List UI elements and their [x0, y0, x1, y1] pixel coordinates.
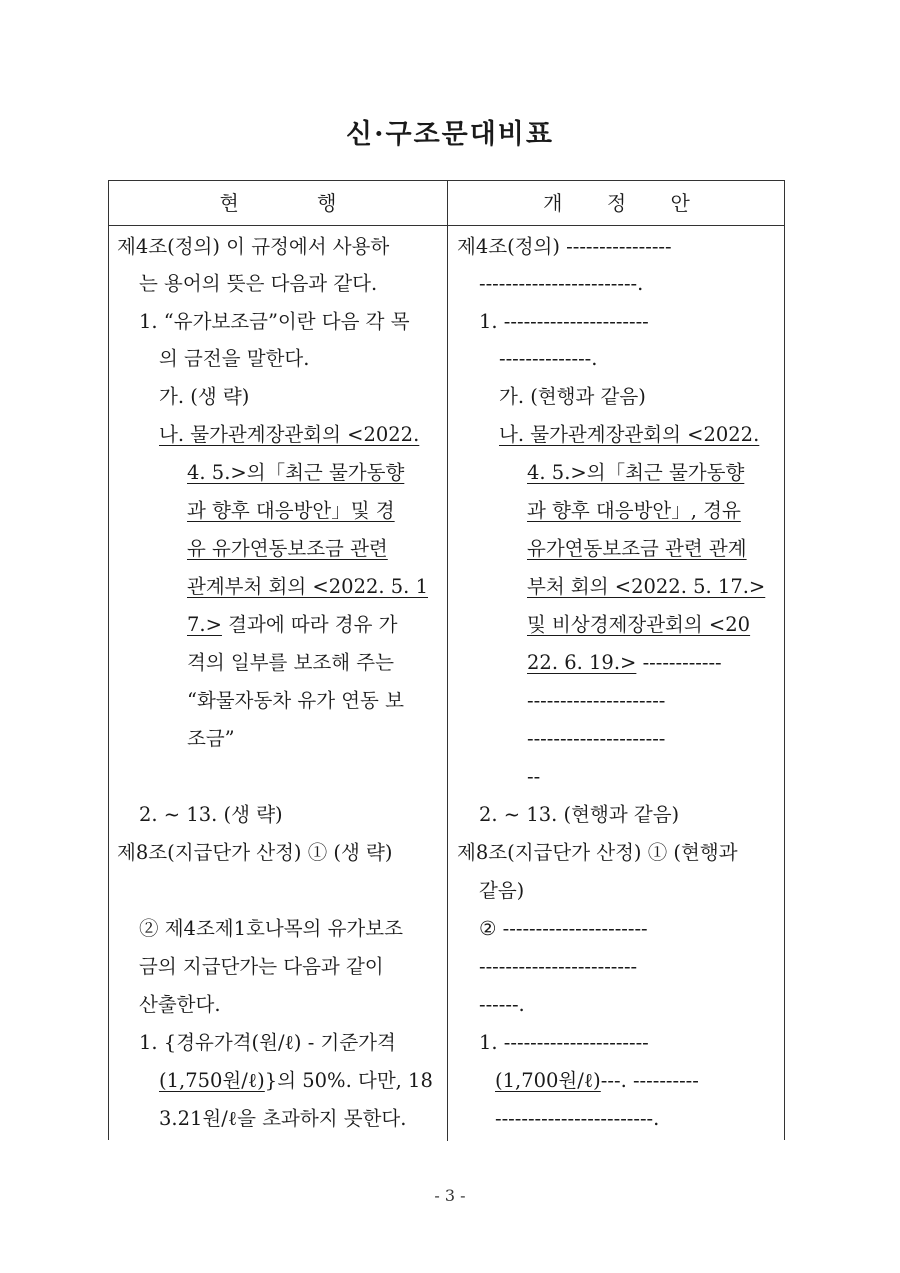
current-article4-line1: 제4조(정의) 이 규정에서 사용하	[117, 235, 390, 258]
revised-item-na-line8: ---------------------	[527, 689, 666, 712]
revised-para2-line3: ------.	[479, 993, 525, 1016]
current-item-na-line9: 조금”	[187, 727, 235, 750]
current-formula-line3: 3.21원/ℓ을 초과하지 못한다.	[159, 1107, 407, 1130]
revised-item-na-line3: 과 향후 대응방안」, 경유	[527, 499, 741, 522]
revised-item-na-line7-underlined: 22. 6. 19.>	[527, 651, 637, 674]
current-item-na-line8: “화물자동차 유가 연동 보	[187, 689, 404, 712]
current-item-na-line6-rest: 결과에 따라 경유 가	[221, 613, 398, 636]
header-revised: 개 정 안	[543, 191, 690, 215]
revised-item-ga: 가. (현행과 같음)	[499, 385, 646, 408]
current-item-na-line5: 관계부처 회의 <2022. 5. 1	[187, 575, 428, 598]
current-item-na-line7: 격의 일부를 보조해 주는	[187, 651, 394, 674]
comparison-table	[108, 180, 785, 1140]
current-article8: 제8조(지급단가 산정) ① (생 략)	[117, 841, 393, 864]
current-item-na-line4: 유 유가연동보조금 관련	[187, 537, 388, 560]
current-para2-line3: 산출한다.	[139, 993, 221, 1016]
revised-article4-line1: 제4조(정의) ----------------	[457, 235, 672, 258]
current-para2-line2: 금의 지급단가는 다음과 같이	[139, 955, 384, 978]
current-item1-line1: 1. “유가보조금”이란 다음 각 목	[139, 310, 410, 333]
revised-article8-line1: 제8조(지급단가 산정) ① (현행과	[457, 841, 738, 864]
revised-item-na-line9: ---------------------	[527, 727, 666, 750]
current-item-na-line6	[187, 610, 397, 640]
current-base-price: (1,750원/ℓ)	[159, 1069, 265, 1092]
current-formula-line1: 1. {경유가격(원/ℓ) - 기준가격	[139, 1031, 396, 1054]
page-title: 신·구조문대비표	[346, 119, 554, 150]
revised-item-na-line6: 및 비상경제장관회의 <20	[527, 613, 751, 636]
current-para2-line1: ② 제4조제1호나목의 유가보조	[139, 917, 403, 940]
page-number: - 3 -	[434, 1186, 466, 1205]
revised-item-na-line7	[527, 648, 722, 678]
current-formula-line2-rest: }의 50%. 다만, 18	[264, 1069, 433, 1092]
revised-item-na-line5: 부처 회의 <2022. 5. 17.>	[527, 575, 766, 598]
current-item-na-line3: 과 향후 대응방안」및 경	[187, 499, 395, 522]
revised-items-2-13: 2. ~ 13. (현행과 같음)	[479, 803, 680, 826]
revised-item1-line1: 1. ----------------------	[479, 310, 649, 333]
revised-item-na-line4: 유가연동보조금 관련 관계	[527, 537, 747, 560]
revised-article8-line2: 같음)	[479, 879, 525, 902]
revised-article4-line2: ------------------------.	[479, 272, 644, 295]
current-items-2-13: 2. ~ 13. (생 략)	[139, 803, 283, 826]
current-item-na-line2: 4. 5.>의「최근 물가동향	[187, 461, 405, 484]
revised-para2-line2: ------------------------	[479, 955, 638, 978]
current-item-ga: 가. (생 략)	[159, 385, 250, 408]
revised-base-price: (1,700원/ℓ)	[495, 1069, 601, 1092]
revised-para2-line1: ② ----------------------	[479, 917, 648, 940]
current-item-na-line1: 나. 물가관계장관회의 <2022.	[159, 423, 420, 446]
revised-formula-line2	[495, 1066, 699, 1096]
revised-formula-line2-rest: ---. ----------	[600, 1069, 699, 1092]
current-article4-line2: 는 용어의 뜻은 다음과 같다.	[139, 272, 378, 295]
current-item-na-line6-underlined: 7.>	[187, 613, 222, 636]
revised-item1-line2: --------------.	[499, 347, 598, 370]
current-item1-line2: 의 금전을 말한다.	[159, 347, 310, 370]
revised-formula-line1: 1. ----------------------	[479, 1031, 649, 1054]
revised-item-na-line7-rest: ------------	[636, 651, 722, 674]
revised-formula-line3: ------------------------.	[495, 1107, 660, 1130]
revised-item-na-line2: 4. 5.>의「최근 물가동향	[527, 461, 745, 484]
revised-item-na-line10: --	[527, 765, 541, 788]
header-current: 현 행	[219, 191, 337, 215]
current-formula-line2	[159, 1066, 433, 1096]
column-divider	[447, 181, 448, 1141]
revised-item-na-line1: 나. 물가관계장관회의 <2022.	[499, 423, 760, 446]
